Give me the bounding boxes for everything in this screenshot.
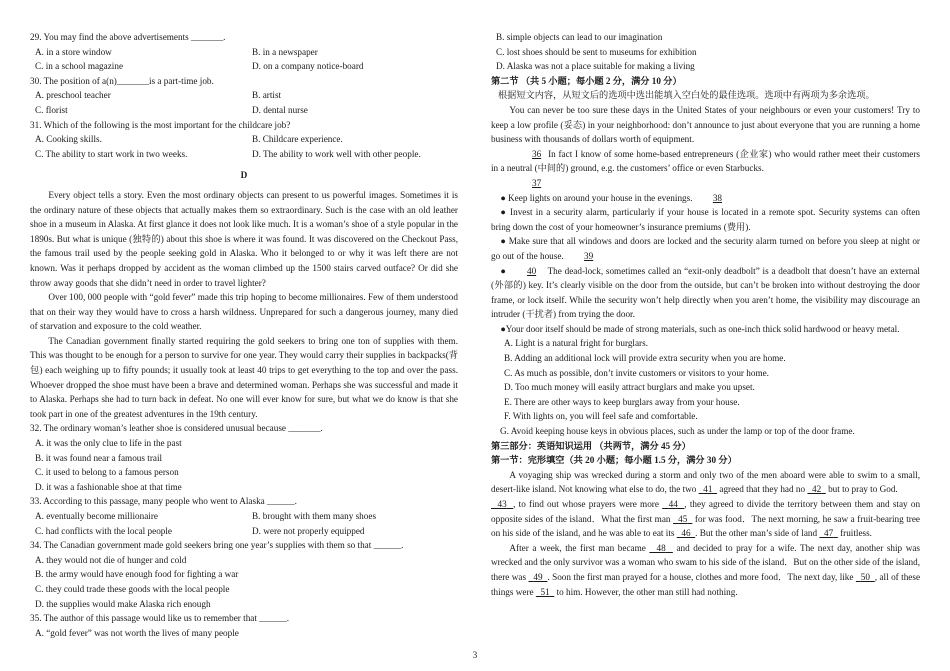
blank-42[interactable] bbox=[807, 484, 825, 494]
blank-50-number: 50 bbox=[860, 571, 870, 582]
part-3-title: 第三部分：英语知识运用 （共两节，满分 45 分） bbox=[491, 440, 691, 451]
option-b[interactable]: B. it was found near a famous trail bbox=[35, 452, 163, 463]
question-30-options-row-2 bbox=[30, 103, 458, 118]
section-2-paragraph-2-text: In fact I know of some home-based entrepreneurs (企业家) who would rather meet their customers in a neutral (中间的) ground, e.g. the customers’ office or even Starbucks. bbox=[491, 148, 920, 174]
passage-d-paragraph-2: Over 100, 000 people with “gold fever” made this trip hoping to become millionaires. Few of them understood that on their way they would have to cross a harsh wildness. Unprepared for such a dangerous journey, many died of starvation and exposure to the cold weather. bbox=[30, 292, 458, 332]
blank-40[interactable]: 40 bbox=[526, 265, 537, 276]
cloze-text: but to pray to God. bbox=[825, 484, 898, 495]
cloze-text: , they agreed to divide the territory between them and stay on opposite sides of the island．What the first man bbox=[491, 499, 921, 524]
option-a[interactable]: A. they would not die of hunger and cold bbox=[35, 554, 187, 565]
blank-48-number: 48 bbox=[656, 542, 666, 553]
blank-51-number: 51 bbox=[540, 586, 550, 597]
cloze-text: . But the other man’s side of land bbox=[695, 528, 820, 539]
option-d[interactable]: D. the supplies would make Alaska rich enough bbox=[35, 598, 211, 609]
choice-b[interactable]: B. Adding an additional lock will provide extra security when you are home. bbox=[504, 353, 786, 364]
blank-45-number: 45 bbox=[678, 513, 688, 524]
option-c[interactable]: C. in a school magazine bbox=[35, 61, 124, 72]
blank-50[interactable] bbox=[856, 572, 875, 582]
cloze-text: agreed that they had no bbox=[717, 484, 808, 495]
question-31-options-row-1 bbox=[30, 132, 458, 147]
option-d[interactable]: D. Alaska was not a place suitable for making a living bbox=[496, 61, 695, 72]
question-31-options-row-2 bbox=[30, 147, 458, 162]
option-b[interactable]: B. in a newspaper bbox=[252, 46, 318, 57]
cloze-text: fruitless. bbox=[837, 528, 872, 539]
question-31-stem: 31. Which of the following is the most important for the childcare job? bbox=[30, 119, 291, 130]
cloze-text: After a week, the first man became bbox=[509, 542, 650, 553]
question-29-options-row-2 bbox=[30, 59, 458, 74]
blank-41[interactable] bbox=[699, 484, 717, 494]
option-b[interactable]: B. Childcare experience. bbox=[252, 134, 343, 145]
blank-42-number: 42 bbox=[811, 484, 822, 495]
cloze-text: to him. However, the other man still had nothing. bbox=[554, 586, 738, 597]
cloze-paragraph-2 bbox=[491, 497, 920, 541]
option-c[interactable]: C. they could trade these goods with the local people bbox=[35, 583, 230, 594]
blank-47-number: 47 bbox=[824, 528, 834, 539]
choice-g[interactable]: G. Avoid keeping house keys in obvious places, such as under the lamp or top of the door frame. bbox=[500, 426, 855, 437]
blank-43-number: 43 bbox=[497, 499, 507, 509]
blank-45[interactable] bbox=[673, 514, 692, 524]
section-2-title: 第二节 （共 5 小题；每小题 2 分，满分 10 分） bbox=[491, 75, 682, 86]
blank-41-number: 41 bbox=[703, 484, 713, 495]
passage-d-title: D bbox=[240, 170, 248, 181]
blank-51[interactable] bbox=[536, 587, 554, 597]
question-33-stem: 33. According to this passage, many people who went to Alaska ______. bbox=[30, 496, 297, 507]
option-d[interactable]: D. The ability to work well with other people. bbox=[252, 148, 421, 159]
cloze-text: for was food．The next morning, he saw a fruit-bearing tree on his side of the island, and he was able to eat its bbox=[491, 513, 921, 539]
option-d[interactable]: D. were not properly equipped bbox=[252, 525, 365, 536]
question-29-options-row-1 bbox=[30, 45, 458, 60]
question-30-stem: 30. The position of a(n)_______is a part-time job. bbox=[30, 75, 214, 86]
option-a[interactable]: A. it was the only clue to life in the past bbox=[35, 438, 182, 449]
bullet-lights-text: ● Keep lights on around your house in the evenings. bbox=[500, 192, 695, 203]
blank-37[interactable]: 37 bbox=[531, 177, 542, 188]
blank-36[interactable]: 36 bbox=[531, 148, 542, 159]
cloze-text: and decided to pray for a wife. The next day, another ship was wrecked and the only survivor was a woman who swam to his side of the island．But on the other side of the island, there was bbox=[491, 542, 921, 582]
part-3-section-1-title: 第一节：完形填空（共 20 小题；每小题 1.5 分，满分 30 分） bbox=[491, 455, 737, 466]
choice-a[interactable]: A. Light is a natural fright for burglars. bbox=[504, 338, 648, 349]
blank-44-number: 44 bbox=[668, 499, 678, 509]
section-2-blank-37-line bbox=[491, 176, 920, 191]
option-c[interactable]: C. The ability to start work in two weeks. bbox=[35, 148, 188, 159]
option-a[interactable]: A. eventually become millionaire bbox=[35, 511, 158, 521]
page-number: 3 bbox=[472, 650, 478, 660]
question-30-options-row-1 bbox=[30, 88, 458, 103]
question-32-stem: 32. The ordinary woman’s leather shoe is considered unusual because _______. bbox=[30, 423, 323, 434]
blank-46-number: 46 bbox=[681, 528, 691, 539]
cloze-paragraph-1 bbox=[491, 468, 920, 497]
option-c[interactable]: C. had conflicts with the local people bbox=[35, 525, 173, 536]
blank-39[interactable]: 39 bbox=[584, 250, 594, 261]
cloze-text: A voyaging ship was wrecked during a storm and only two of the men aboard were able to swim to a small, desert-like island. Not knowing what else to do, the two bbox=[491, 469, 920, 495]
option-c[interactable]: C. florist bbox=[35, 104, 68, 115]
blank-49-number: 49 bbox=[533, 571, 543, 582]
option-a[interactable]: A. Cooking skills. bbox=[35, 134, 102, 145]
cloze-text: . Soon the first man prayed for a house, clothes and more food．The next day, like bbox=[547, 571, 856, 582]
question-33-options-row-2 bbox=[30, 524, 458, 539]
section-2-instructions: 根据短文内容，从短文后的选项中选出能填入空白处的最佳选项。选项中有两项为多余选项。 bbox=[498, 90, 875, 101]
option-b[interactable]: B. artist bbox=[252, 90, 282, 101]
passage-d-paragraph-1: Every object tells a story. Even the most ordinary objects can present to us powerful images. Sometimes it is the ordinary nature of these objects that actually makes them so extraordinary. Such is the case with an old leather shoe in a museum in Alaska. At first glance it does not look like much. It is a woman’s shoe of a style popular in the 1890s. But what is unique (独特的) about this shoe is where it was found. It was discovered on the Checkout Pass, the famous trail used by the people seeking gold in Alaska. Who it belonged to or why it was left there are not known. Was it perhaps dropped by accident as the woman climbed up the 1500 stairs carved outface? Or did she throw away goods that she didn’t need in order to travel lighter? bbox=[30, 189, 458, 288]
cloze-paragraph-3 bbox=[491, 541, 920, 599]
passage-d-paragraph-3: The Canadian government finally started requiring the gold seekers to bring one ton of supplies with them. This was thought to be enough for a person to survive for one year. They would carry their supplies in backpacks(背包) each weighing up to fifty pounds; it usually took at least 40 trips to get everything to the top and over the pass. Whoever dropped the shoe must have been a brave and determined woman. Perhaps she was successful and made it to Alaska. Perhaps she had to turn back in defeat. No one will ever know for sure, but what we do know is that she took part in one of the greatest adventures in the 19th century. bbox=[30, 335, 458, 419]
choice-f[interactable]: F. With lights on, you will feel safe and comfortable. bbox=[504, 411, 698, 422]
option-d[interactable]: D. dental nurse bbox=[252, 104, 308, 115]
bullet-deadlock bbox=[491, 264, 920, 322]
bullet-deadlock-text: The dead-lock, sometimes called an “exit-only deadbolt” is a deadbolt that doesn’t have an external (外部的) key. It’s clearly visible on the door from the outside, but can’t be broken into without destroying the door frame, or lock itself. While the security won’t help directly when you aren’t home, the visibility may discourage an intruder (干扰者) from trying the door. bbox=[491, 265, 920, 320]
option-c[interactable]: C. it used to belong to a famous person bbox=[35, 467, 179, 478]
section-2-paragraph-2 bbox=[491, 147, 920, 176]
bullet-lights bbox=[491, 191, 920, 206]
option-c[interactable]: C. lost shoes should be sent to museums for exhibition bbox=[496, 46, 697, 57]
choice-c[interactable]: C. As much as possible, don’t invite customers or visitors to your home. bbox=[504, 367, 769, 378]
bullet-alarm: ● Invest in a security alarm, particularly if your house is located in a remote spot. Security systems can often bring down the cost of your homeowner’s insurance premiums (费用). bbox=[491, 207, 920, 232]
blank-46[interactable] bbox=[677, 528, 695, 538]
bullet-locks bbox=[491, 234, 920, 263]
cloze-text: , all of these things were bbox=[491, 571, 921, 597]
option-d[interactable]: D. it was a fashionable shoe at that time bbox=[35, 481, 182, 492]
option-d[interactable]: D. on a company notice-board bbox=[252, 61, 364, 72]
choice-e[interactable]: E. There are other ways to keep burglars away from your house. bbox=[504, 396, 740, 407]
section-2-paragraph-1: You can never be too sure these days in the United States of your neighbours or even your customers! Try to keep a low profile (妥态) in your neighborhood: don’t announce to just about everyone that you are running a home business with thousands of dollars worth of equipment. bbox=[491, 104, 920, 145]
blank-44[interactable] bbox=[662, 499, 684, 509]
option-a[interactable]: A. preschool teacher bbox=[35, 90, 111, 101]
blank-47[interactable] bbox=[819, 528, 837, 538]
bullet-door: ●Your door itself should be made of strong materials, such as one-inch thick solid hardwood or heavy metal. bbox=[500, 323, 900, 334]
question-33-options-row-1 bbox=[30, 509, 458, 524]
blank-48[interactable] bbox=[649, 543, 672, 553]
blank-38[interactable]: 38 bbox=[712, 192, 722, 203]
question-34-stem: 34. The Canadian government made gold seekers bring one year’s supplies with them so that ______. bbox=[30, 540, 404, 551]
bullet-deadlock-marker: ● bbox=[500, 265, 509, 276]
blank-49[interactable] bbox=[529, 572, 548, 582]
question-35-stem: 35. The author of this passage would like us to remember that ______. bbox=[30, 613, 290, 624]
choice-d[interactable]: D. Too much money will easily attract burglars and make you upset. bbox=[504, 382, 755, 393]
option-a[interactable]: A. in a store window bbox=[35, 46, 112, 57]
cloze-text: , to find out whose prayers were more bbox=[513, 499, 663, 509]
left-column bbox=[30, 30, 458, 640]
bullet-locks-text: ● Make sure that all windows and doors are locked and the security alarm turned on before you sleep at night or go out of the house. bbox=[491, 236, 920, 261]
option-b[interactable]: B. the army would have enough food for fighting a war bbox=[35, 569, 239, 580]
question-29-stem: 29. You may find the above advertisements _______. bbox=[30, 32, 226, 42]
option-a[interactable]: A. “gold fever” was not worth the lives of many people bbox=[35, 627, 239, 638]
blank-43[interactable] bbox=[491, 499, 513, 509]
option-b[interactable]: B. simple objects can lead to our imagination bbox=[496, 32, 663, 42]
right-column bbox=[491, 30, 920, 599]
option-b[interactable]: B. brought with them many shoes bbox=[252, 511, 377, 521]
